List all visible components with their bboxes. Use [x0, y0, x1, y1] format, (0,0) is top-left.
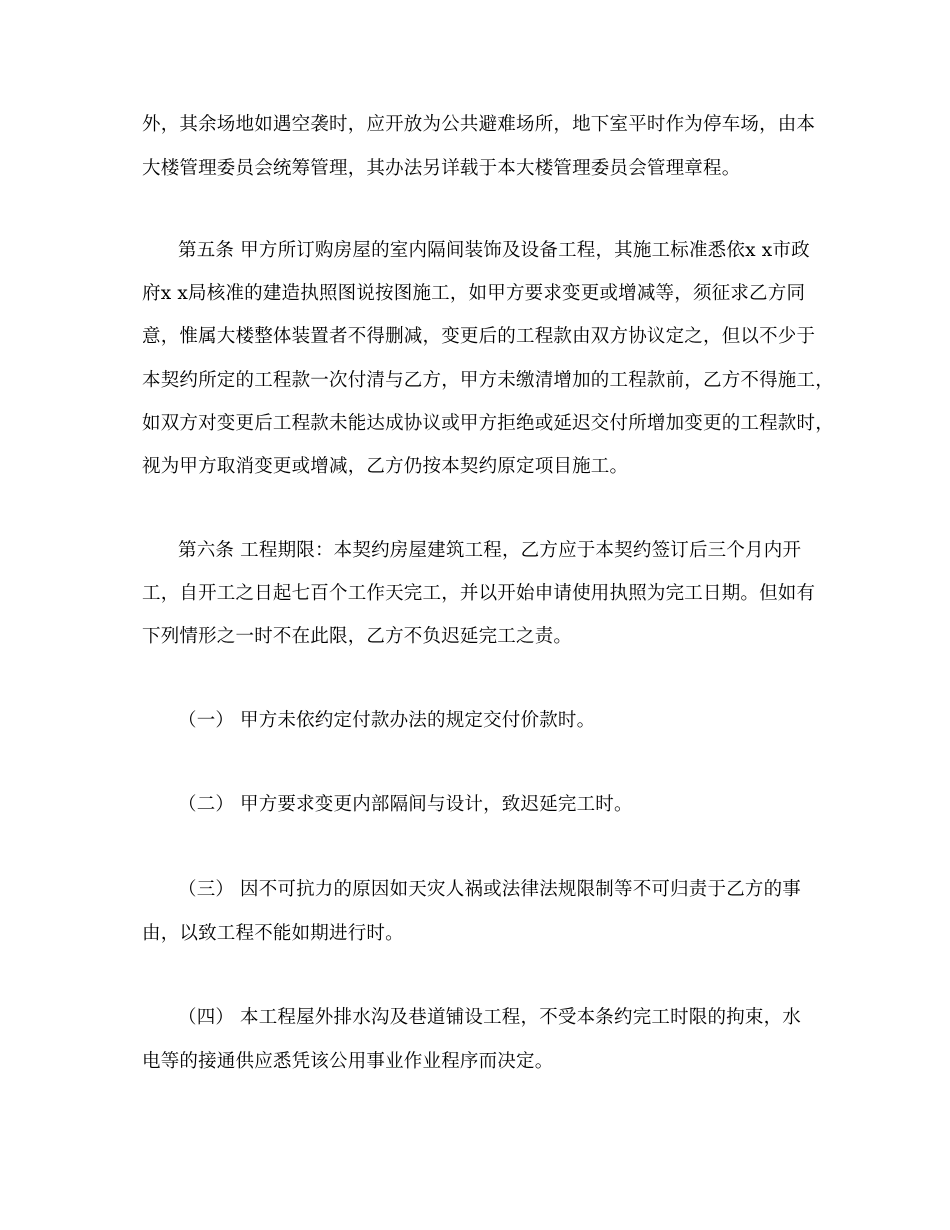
list-item-text: 甲方未依约定付款办法的规定交付价款时。 — [240, 710, 596, 731]
list-item — [178, 793, 633, 817]
list-item-text: 因不可抗力的原因如天灾人祸或法律法规限制等不可归责于乙方的事 — [240, 879, 802, 900]
article-6-line: 工，自开工之日起七百个工作天完工，并以开始申请使用执照为完工日期。但如有 — [142, 583, 816, 604]
article-6-line: 第六条 工程期限：本契约房屋建筑工程，乙方应于本契约签订后三个月内开 — [178, 540, 802, 561]
article-6-line: 下列情形之一时不在此限，乙方不负迟延完工之责。 — [142, 626, 573, 647]
article-5-line: 府x x局核准的建造执照图说按图施工，如甲方要求变更或增减等，须征求乙方同 — [142, 283, 806, 304]
list-item-continuation: 由，以致工程不能如期进行时。 — [142, 923, 404, 944]
list-item — [178, 878, 801, 902]
list-item-number: （二） — [178, 794, 235, 815]
list-item-number: （一） — [178, 710, 235, 731]
paragraph-line: 大楼管理委员会统筹管理，其办法另详载于本大楼管理委员会管理章程。 — [142, 158, 741, 179]
list-item — [178, 1006, 801, 1030]
paragraph-line: 外，其余场地如遇空袭时，应开放为公共避难场所，地下室平时作为停车场，由本 — [142, 114, 816, 135]
article-5-line: 本契约所定的工程款一次付清与乙方，甲方未缴清增加的工程款前，乙方不得施工， — [142, 370, 834, 391]
list-item-text: 本工程屋外排水沟及巷道铺设工程，不受本条约完工时限的拘束，水 — [240, 1007, 802, 1028]
article-5-line: 第五条 甲方所订购房屋的室内隔间装饰及设备工程，其施工标准悉依x x市政 — [178, 240, 810, 261]
article-5-line: 视为甲方取消变更或增减，乙方仍按本契约原定项目施工。 — [142, 456, 629, 477]
list-item-number: （三） — [178, 879, 235, 900]
article-5-line: 如双方对变更后工程款未能达成协议或甲方拒绝或延迟交付所增加变更的工程款时， — [142, 413, 834, 434]
article-5-line: 意，惟属大楼整体装置者不得删减，变更后的工程款由双方协议定之，但以不少于 — [142, 326, 816, 347]
list-item-text: 甲方要求变更内部隔间与设计，致迟延完工时。 — [240, 794, 633, 815]
list-item — [178, 709, 595, 733]
list-item-continuation: 电等的接通供应悉凭该公用事业作业程序而决定。 — [142, 1051, 554, 1072]
list-item-number: （四） — [178, 1007, 235, 1028]
